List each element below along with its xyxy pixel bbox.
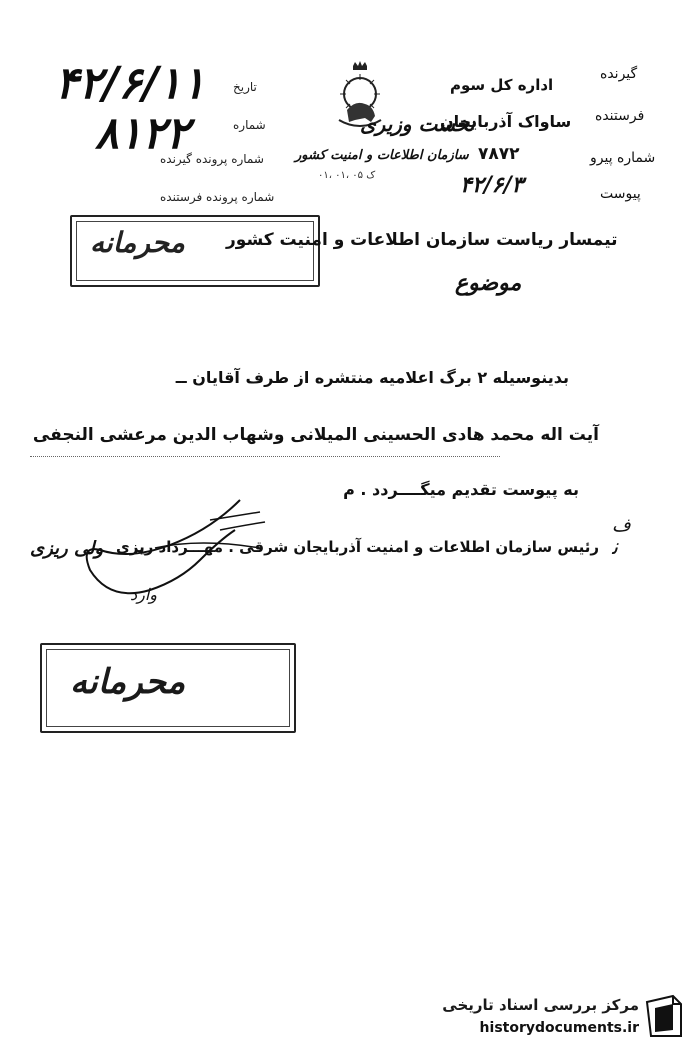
attachment-label: پیوست xyxy=(600,186,641,202)
ref-number-label: شماره پیرو xyxy=(590,150,656,166)
margin-note-left: ولی ریزی xyxy=(30,538,104,559)
ref-number-value: ۷۸۷۲ xyxy=(478,144,520,164)
handwritten-arrived: وارد xyxy=(130,585,158,604)
archive-logo-icon xyxy=(643,994,685,1040)
body-line-2-rule xyxy=(30,456,500,457)
signature-line: رئیس سازمان اطلاعات و امنیت آذربایجان شرقی . مهـــرداد ریزی xyxy=(115,538,599,556)
org-small-code: ۰۱، ۰۱، ۰۵ ک xyxy=(318,170,376,181)
ministry-name: نخست وزیری xyxy=(360,112,475,136)
receiver-value: اداره کل سوم xyxy=(450,76,554,94)
sender-value: ساواک آذربایجان xyxy=(440,112,572,131)
bottom-stamp-text: محرمانه xyxy=(70,662,186,702)
recipient-line: تیمسار ریاست سازمان اطلاعات و امنیت کشور xyxy=(226,230,618,250)
receiver-label: گیرنده xyxy=(600,66,638,82)
body-line-2: آیت اله محمد هادی الحسینی المیلانی وشهاب الدین مرعشی النجفی xyxy=(32,425,599,445)
watermark-title: مرکز بررسی اسناد تاریخی xyxy=(442,996,639,1014)
attachment-value: ۴۲/۶/۳ xyxy=(460,172,524,198)
sender-label: فرستنده xyxy=(595,108,645,124)
watermark-url: historydocuments.ir xyxy=(479,1020,639,1036)
handwritten-signature-icon xyxy=(60,490,270,610)
receiver-file-label: شماره پرونده گیرنده xyxy=(160,152,264,166)
watermark xyxy=(415,990,685,1050)
handwritten-mark: ﻧ xyxy=(612,535,619,560)
subject-label: موضوع xyxy=(455,270,522,296)
number-label: شماره xyxy=(233,118,266,132)
body-line-3: به پیوست تقدیم میگــــردد . م xyxy=(343,480,579,499)
recipient-stamp-text: محرمانه xyxy=(90,226,185,259)
margin-note-right: ف xyxy=(612,515,631,536)
sender-file-label: شماره پرونده فرستنده xyxy=(160,190,275,204)
body-line-1: بدینوسیله ۲ برگ اعلامیه منتشره از طرف آقایان ــ xyxy=(175,368,569,387)
number-value: ۸۱۲۲ xyxy=(95,108,190,159)
date-value: ۴۲/۶/۱۱ xyxy=(55,58,206,109)
date-label: تاریخ xyxy=(233,80,257,94)
org-name: سازمان اطلاعات و امنیت کشور xyxy=(295,148,469,163)
